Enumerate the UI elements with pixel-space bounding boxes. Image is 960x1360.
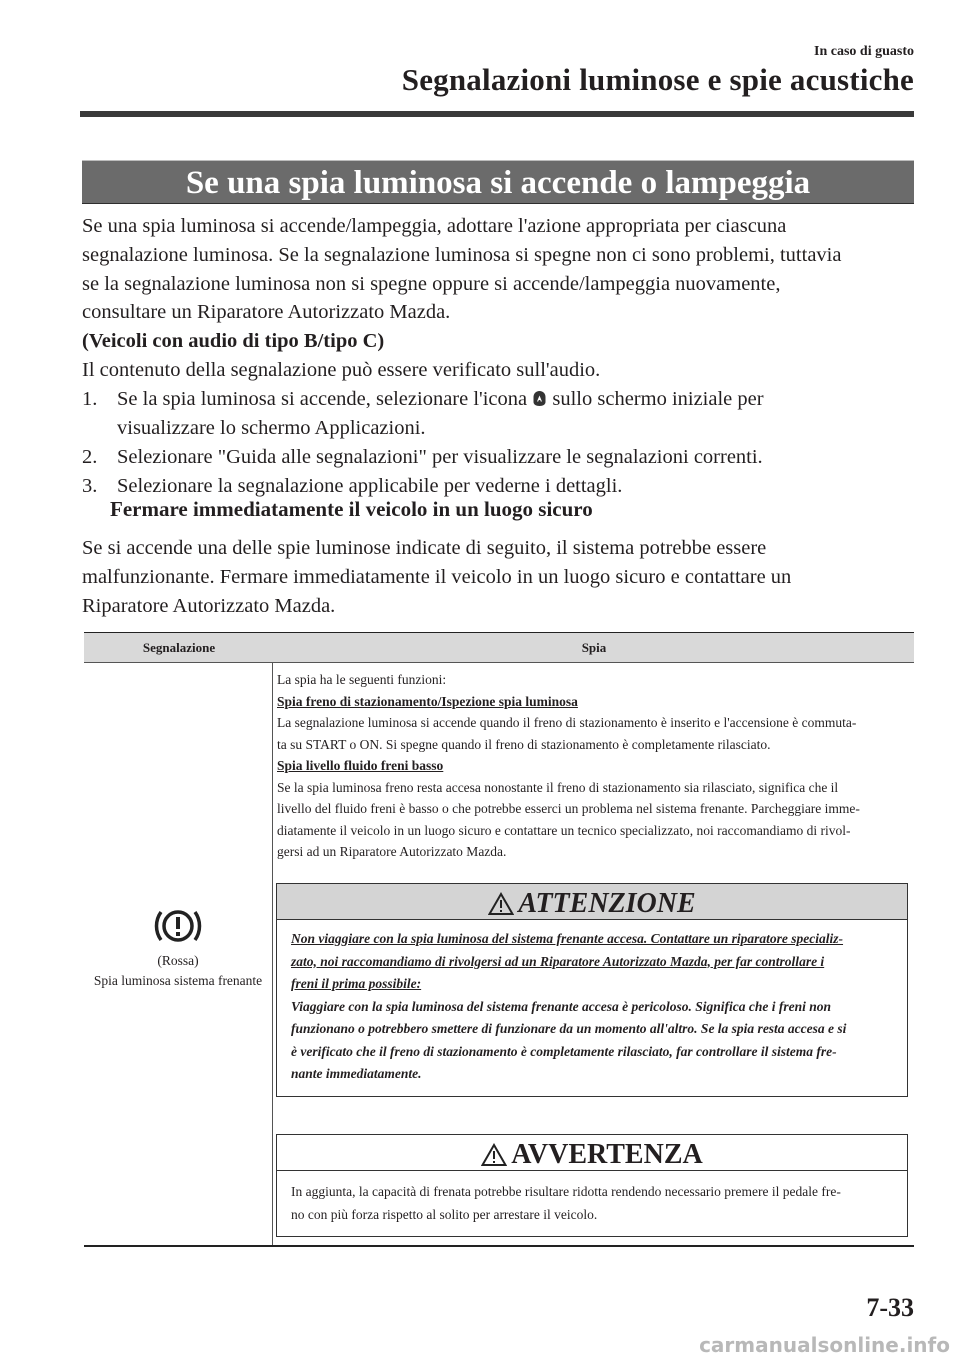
warning-triangle-icon: [481, 1143, 507, 1167]
caution-line: è verificato che il freno di stazionamento è completamente rilasciato, far controllare il sistema fre-: [291, 1043, 837, 1059]
caution-box: [276, 883, 908, 1097]
audio-heading: (Veicoli con audio di tipo B/tipo C): [82, 330, 385, 353]
main-title-bar: Se una spia luminosa si accende o lampeggia: [82, 160, 914, 204]
step-2: [82, 443, 922, 472]
stop-line: malfunzionante. Fermare immediatamente il veicolo in un luogo sicuro e contattare un: [82, 565, 792, 588]
function-2-line: diatamente il veicolo in un luogo sicuro e contattare un tecnico specializzato, noi raccomandiamo di rivol-: [277, 822, 851, 838]
audio-text: Il contenuto della segnalazione può essere verificato sull'audio.: [82, 358, 601, 381]
intro-line: se la segnalazione luminosa non si spegne oppure si accende/lampeggia nuovamente,: [82, 272, 781, 295]
step-number: 3.: [82, 475, 98, 497]
signal-cell: [84, 903, 272, 991]
step-text: Selezionare la segnalazione applicabile per vederne i dettagli.: [117, 475, 623, 497]
step-number: 1.: [82, 388, 98, 410]
watermark: carmanualsonline.info: [699, 1333, 950, 1357]
subheading: Fermare immediatamente il veicolo in un luogo sicuro: [110, 497, 593, 521]
signal-name: Spia luminosa sistema frenante: [93, 973, 263, 988]
step-text: Selezionare "Guida alle segnalazioni" per visualizzare le segnalazioni correnti.: [117, 446, 763, 468]
function-2-line: livello del fluido freni è basso o che potrebbe esserci un problema nel sistema frenante. Parcheggiare imme-: [277, 801, 860, 816]
stop-line: Se si accende una delle spie luminose indicate di seguito, il sistema potrebbe essere: [82, 537, 767, 559]
step-number: 2.: [82, 446, 98, 468]
caution-title: ATTENZIONE: [518, 887, 696, 919]
caution-underlined-line: zato, noi raccomandiamo di rivolgersi ad un Riparatore Autorizzato Mazda, per far controllare i: [291, 953, 825, 969]
function-2-title: Spia livello fluido freni basso: [277, 758, 444, 773]
caution-header: [277, 884, 907, 920]
stop-paragraph: [82, 534, 922, 620]
step-text: Se la spia luminosa si accende, selezionare l'icona: [117, 388, 528, 410]
function-1-title: Spia freno di stazionamento/Ispezione spia luminosa: [277, 693, 578, 709]
function-1-line: La segnalazione luminosa si accende quando il freno di stazionamento è inserito e l'accensione è commuta-: [277, 715, 857, 730]
header-section: In caso di guasto: [814, 44, 914, 59]
notice-body: [277, 1171, 907, 1236]
function-1-line: ta su START o ON. Si spegne quando il freno di stazionamento è completamente rilasciato.: [277, 736, 771, 752]
intro-line: Se una spia luminosa si accende/lampeggia, adottare l'azione appropriata per ciascuna: [82, 215, 787, 237]
notice-title: AVVERTENZA: [511, 1138, 703, 1170]
caution-line: Viaggiare con la spia luminosa del sistema frenante accesa è pericoloso. Significa che i freni non: [291, 998, 832, 1014]
page-number: 7-33: [866, 1293, 914, 1322]
intro-paragraph: [82, 212, 922, 385]
lamp-intro: La spia ha le seguenti funzioni:: [277, 672, 447, 687]
caution-underlined-line: Non viaggiare con la spia luminosa del sistema frenante accesa. Contattare un riparatore specializ-: [291, 931, 844, 946]
table-header-row: [84, 633, 914, 663]
lamp-cell: [277, 669, 907, 863]
step-text: sullo schermo iniziale per: [552, 388, 764, 410]
caution-body: [277, 920, 907, 1096]
caution-underlined-line: freni il prima possibile:: [291, 976, 422, 991]
header-rule: [80, 111, 914, 117]
warning-table: [84, 632, 914, 1247]
notice-header: [277, 1135, 907, 1171]
function-2-line: gersi ad un Riparatore Autorizzato Mazda.: [277, 844, 507, 859]
step-1: [82, 385, 922, 443]
col-header-lamp: Spia: [581, 640, 607, 655]
step-text: visualizzare lo schermo Applicazioni.: [117, 416, 426, 439]
caution-line: nante immediatamente.: [291, 1066, 422, 1081]
header-title: Segnalazioni luminose e spie acustiche: [401, 62, 914, 97]
applications-icon: [532, 390, 547, 407]
intro-line: segnalazione luminosa. Se la segnalazione luminosa si spegne non ci sono problemi, tuttavia: [82, 243, 842, 266]
brake-warning-icon: [152, 903, 204, 949]
notice-box: [276, 1134, 908, 1237]
notice-line: no con più forza rispetto al solito per arrestare il veicolo.: [291, 1206, 598, 1222]
subheading-marker: [84, 503, 98, 517]
caution-line: funzionano o potrebbero smettere di funzionare da un momento all'altro. Se la spia resta accesa e si: [291, 1021, 847, 1036]
intro-line: consultare un Riparatore Autorizzato Mazda.: [82, 301, 451, 324]
column-divider: [272, 663, 273, 1245]
function-2-line: Se la spia luminosa freno resta accesa nonostante il freno di stazionamento sia rilasciato, significa che il: [277, 779, 839, 795]
stop-line: Riparatore Autorizzato Mazda.: [82, 594, 336, 617]
warning-triangle-icon: [488, 892, 514, 916]
notice-line: In aggiunta, la capacità di frenata potrebbe risultare ridotta rendendo necessario premere il pedale fre-: [291, 1184, 841, 1199]
signal-color: (Rossa): [157, 953, 199, 968]
col-header-signal: Segnalazione: [142, 640, 216, 655]
